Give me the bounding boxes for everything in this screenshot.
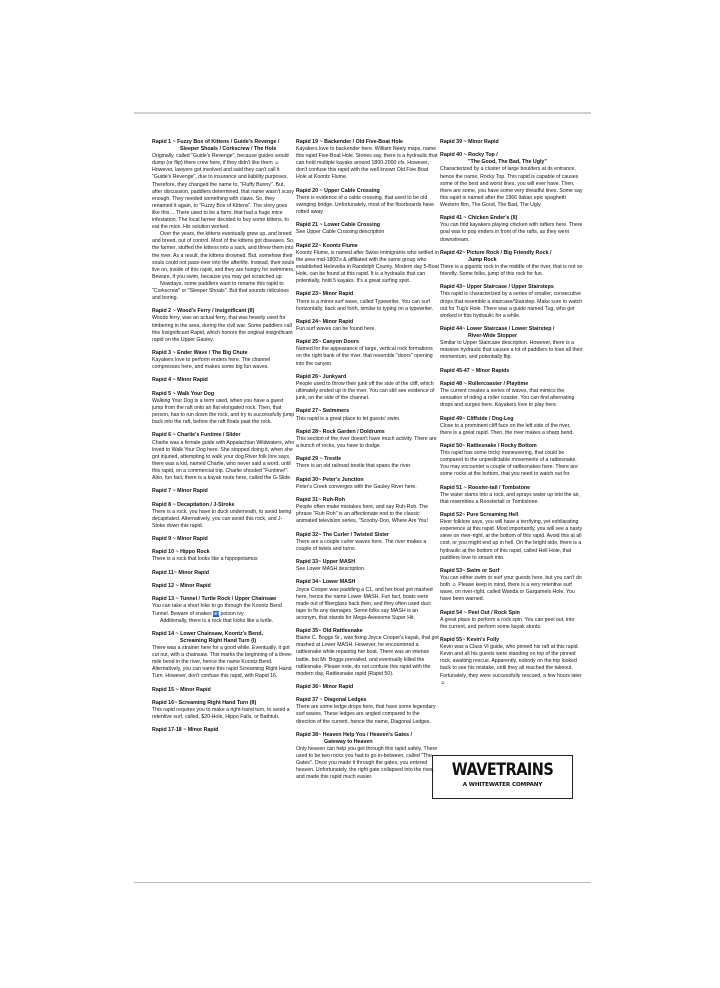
rapid-entry — [440, 443, 583, 478]
rapid-entry — [296, 319, 439, 333]
rapid-title-line: Rapid 13 ~ Tunnel / Turtle Rock / Upper Chainsaw — [152, 596, 277, 603]
rapid-title-line: Rapid 49~ Cliffside / Dog-Leg — [440, 415, 514, 422]
rapid-title-line: Rapid 4 ~ Minor Rapid — [152, 377, 208, 384]
description-paragraph: Named for the appearance of large, vertical rock formations on the right bank of the river, that resemble "doors" opening into the canyon — [296, 346, 433, 367]
rapid-title — [440, 637, 583, 644]
rapid-title — [440, 512, 583, 519]
rapid-entry — [152, 536, 295, 543]
rapid-entry — [152, 687, 295, 694]
rapid-title-line: Rapid 3 ~ Ender Wave / The Big Chute — [152, 350, 248, 356]
rapid-description — [296, 381, 439, 402]
rapid-title-line: Rapid 16~ Screaming Right Hand Turn (II) — [152, 700, 257, 706]
rapid-title — [152, 432, 295, 439]
description-paragraph: Over the years, the kittens eventually grew up, and breed and breed, out of control. Most of the kittens got diseases. So, the farmer, stuffed the kittens into a sack, and threw them into the river. As a result, the kittens drowned. But, somehow their souls could not pass-over into the afterlife. Instead, their souls live on, inside of this rapid, and they are hungry for swimmers. Beware, if you swim, because you may get scratched up. — [152, 231, 295, 280]
description-paragraph: Additionally, there is a rock that looks like a turtle. — [160, 617, 274, 624]
rapid-entry — [440, 512, 583, 562]
rapid-title — [152, 596, 295, 603]
rapid-entry — [152, 139, 295, 302]
column-3 — [440, 139, 583, 693]
rapid-title — [152, 727, 295, 734]
rapid-title-line-2: Sleeper Shoals / Corkscrew / The Hole — [180, 146, 277, 153]
rapid-title-line-2: Screaming Right Hand Turn (I) — [180, 637, 257, 644]
description-paragraph: There is an old railroad trestle that spans the river. — [296, 463, 412, 470]
rapid-title-line: Rapid 38~ Heaven Help You / Heaven's Gates / — [296, 731, 413, 738]
description-paragraph: The water slams into a rock, and sprays water up into the air, that resembles a Roostertail or Tombstone. — [440, 491, 580, 505]
rapid-description — [296, 326, 439, 333]
rapid-entry — [152, 549, 295, 563]
rapid-title-line: Rapid 51 ~ Rooster-tail / Tombstone — [440, 484, 531, 491]
rapid-title-line: Rapid 54 ~ Peel Out / Rock Spin — [440, 609, 520, 616]
rapid-entry — [440, 568, 583, 603]
rapid-title-line: Rapid 20 ~ Upper Cable Crossing — [296, 187, 380, 194]
rapid-description — [152, 153, 295, 302]
rapid-title — [440, 443, 583, 450]
rapid-description — [296, 746, 439, 781]
rapid-description — [296, 146, 439, 181]
rapid-title — [296, 579, 439, 586]
rapid-entry — [296, 429, 439, 450]
rapid-title — [440, 416, 583, 423]
rapid-entry — [296, 477, 439, 491]
rapid-title — [152, 139, 295, 153]
rapid-description — [152, 398, 295, 426]
rapid-entry — [152, 377, 295, 384]
rapid-title — [440, 381, 583, 388]
rapid-title — [152, 488, 295, 495]
description-paragraph: There are some ledge drops here, that have some legendary surf waves. These ledges are angled compared to the direction of the current, hence the name, Diagonal Ledges. — [296, 704, 436, 725]
rapid-description — [296, 229, 439, 236]
rapid-title-line: Rapid 23~ Minor Rapid — [296, 291, 354, 298]
rapid-title — [440, 215, 583, 222]
description-paragraph: Originally, called "Guide's Revenge", because guides would dump (or flip) there crew here, if they didn't like them ☺ However, lawyers got involved and said they can't call it "Guide's Revenge", due to insurance and liability purposes. Therefore, they changed the name to, "Fluffy Bunny". But, after discussion, paddlers determined, that name wasn't scary enough. They needed something with claws. So, they renamed it again, to "Fuzzy Box of Kittens". The story goes like this… There used to be a farm, that had a huge mice infestation. The local farmer decided to buy some kittens, to eat the mice. His solution worked. — [152, 153, 294, 231]
rapid-title-line: Rapid 8 ~ Decapitation / J-Stroke — [152, 501, 235, 508]
rapid-title-line-2: Jump Rock — [468, 256, 497, 263]
rapid-title-line: Rapid 39 ~ Minor Rapid — [440, 139, 499, 145]
description-paragraph: This rapid requires you to make a right-hand turn, to avoid a retentive surf, called, $20-Hole, Hippo Falls, or Bathtub. — [152, 707, 290, 721]
rapid-title-line: Rapid 35~ Old Rattlesnake — [296, 628, 363, 635]
rapid-entry — [440, 215, 583, 243]
rapid-entry — [440, 416, 583, 437]
rapid-title — [152, 308, 295, 315]
rapid-entry — [296, 222, 439, 236]
description-paragraph: There was a strainer here for a good while. Eventually, it got cut out, with a chainsaw. This marks the beginning of a three-mile bend in the river, hence the name Koontz Bend. Alternatively, you can name this rapid Screaming Right Hand Turn. However, don't confuse this rapid, with Rapid 16. — [152, 645, 293, 680]
rapid-description — [152, 603, 295, 624]
rapid-title — [152, 502, 295, 509]
rapid-title-line: Rapid 12 ~ Minor Rapid — [152, 583, 211, 590]
rapid-entry — [296, 497, 439, 525]
rapid-description — [296, 436, 439, 450]
description-paragraph: The current creates a series of waves, that mimics the sensation of riding a roller coaster. You can find alternating drops and surges here. Kayakers love to play here. — [440, 388, 575, 409]
rapid-title — [440, 326, 583, 340]
rapid-entry — [296, 291, 439, 312]
rapid-description — [296, 416, 439, 423]
rapid-title — [296, 243, 439, 250]
rapid-entry — [152, 727, 295, 734]
rapid-title-line: Rapid 15 ~ Minor Rapid — [152, 686, 211, 693]
rapid-title-line: Rapid 7 ~ Minor Rapid — [152, 488, 208, 495]
rapid-entry — [296, 139, 439, 182]
rapid-description — [152, 315, 295, 343]
description-paragraph: You can either swim or surf your guests here. but you can't do both ☺ Please keep in mind, there is a very retentive surf wave, on river-right, called Wanda or Gargamels Hole. You have been warned. — [440, 575, 582, 603]
rapid-title — [440, 568, 583, 575]
rapid-description — [152, 509, 295, 530]
rapid-entry — [152, 583, 295, 590]
rapid-title — [296, 732, 439, 746]
column-1 — [152, 139, 295, 741]
rapid-entry — [296, 697, 439, 725]
description-paragraph: This rapid is characterized by a series of smaller, consecutive drops that resemble a staircase/Stairstep. Make sure to watch out for Tug's Hole. There was a guide named Tug, who got worked in this hydraulic for a while. — [440, 291, 583, 319]
rapid-title — [296, 222, 439, 229]
rapid-description — [296, 484, 439, 491]
rapid-title-line: Rapid 40 ~ Rocky Top / — [440, 152, 498, 159]
rapid-entry — [440, 485, 583, 506]
rapid-title-line: Rapid 44~ Lower Staircase / Lower Stairstep / — [440, 326, 555, 332]
rapid-title — [152, 631, 295, 645]
rapid-entry — [296, 374, 439, 402]
rapid-title-line: Rapid 29 ~ Trestle — [296, 456, 342, 463]
rapid-description — [296, 463, 439, 470]
rapid-title-line: Rapid 43~ Upper Staircase / Upper Stairsteps — [440, 284, 554, 291]
rapid-title-line: Rapid 17-18 ~ Minor Rapid — [152, 727, 219, 734]
rapid-title-line: Rapid 24~ Minor Rapid — [296, 318, 354, 325]
rapid-entry — [152, 631, 295, 681]
rapid-title-line: Rapid 2 ~ Wood's Ferry / Insignificant (II) — [152, 308, 255, 315]
description-paragraph: Characterized by a cluster of large boulders at its entrance, hence the name, Rocky Top. This rapid is capable of causes some of the best and worst lines, you will ever have. Then, there are some, you have some very dreadful lines. Some say this rapid is named after the 1966 Italian epic spaghetti Western film, The Good, The Bad, The Ugly. — [440, 166, 583, 208]
rapid-description — [296, 504, 439, 525]
description-paragraph: Walking Your Dog is a term used, when you have a guest jump from the raft onto an flat elongated rock. Then, that person, has to run down the rock, and try to successfully jump back into the raft, before the raft floats past the rock. — [152, 397, 295, 426]
rapid-title-line: Rapid 14 ~ Lower Chainsaw, Koontz's Bend, — [152, 630, 263, 637]
rapid-description — [440, 340, 583, 361]
rapid-title-line: Rapid 19 ~ Backender / Old Five-Boat Hole — [296, 139, 403, 145]
rapid-title-line: Rapid 37 ~ Diagonal Ledges — [296, 697, 367, 704]
description-paragraph: You can take a short hike to go through the Koontz Bend Tunnel. Beware of snakes an poison ivy — [152, 603, 282, 617]
description-paragraph: Kayakers love to backender here. William Neely maps, name this rapid Five-Boat Hole. Stories say, there is a hydraulic that can hold multiple kayaks around 1800-2000 cfs. However, don't confuse this rapid with the well known Old Five Boat Hole at Koontz Flume. — [296, 146, 438, 181]
rapid-title-line: Rapid 25~ Canyon Doors — [296, 339, 359, 346]
rapid-title-line-2: Gateway to Heaven — [324, 738, 373, 745]
text-selection-highlight[interactable]: an — [213, 610, 220, 617]
rapid-title — [296, 374, 439, 381]
rapid-description — [440, 644, 583, 687]
rapid-entry — [440, 637, 583, 687]
rapid-title-line: Rapid 31~ Ruh-Roh — [296, 497, 345, 503]
description-paragraph: Close to a prominent cliff face on the left side of the river, there is a great rapid. Then, the river makes a sharp bend. — [440, 422, 574, 436]
rapid-title-line: Rapid 48 ~ Rollercoaster / Playtime — [440, 380, 529, 387]
page-bottom-rule — [134, 882, 591, 883]
rapid-title — [440, 152, 583, 166]
rapid-description — [152, 556, 295, 563]
rapid-title — [296, 408, 439, 415]
description-paragraph: Peter's Creek converges with the Gauley River here. — [296, 483, 417, 490]
rapid-title — [152, 391, 295, 398]
rapid-description — [296, 587, 439, 622]
rapid-entry — [440, 610, 583, 631]
rapid-title-line: Rapid 53~ Swim or Surf — [440, 567, 500, 574]
rapid-title-line: Rapid 11~ Minor Rapid — [152, 569, 209, 576]
rapid-description — [296, 299, 439, 313]
rapid-title-line: Rapid 52~ Pure Screaming Hell — [440, 512, 519, 519]
rapid-title-line: Rapid 50~ Rattlesnake / Rocky Bottom — [440, 442, 537, 449]
rapid-title — [152, 687, 295, 694]
rapid-title — [296, 697, 439, 704]
rapid-entry — [296, 628, 439, 678]
rapid-title — [152, 377, 295, 384]
rapid-title — [296, 188, 439, 195]
rapid-entry — [296, 732, 439, 782]
rapid-description — [440, 388, 583, 409]
rapid-entry — [440, 368, 583, 375]
page-top-rule — [134, 112, 591, 114]
rapid-title-line: Rapid 10 ~ Hippo Rock — [152, 549, 210, 556]
rapid-description — [296, 539, 439, 553]
description-paragraph: Fun surf waves can be found here. — [296, 326, 376, 332]
rapid-entry — [440, 326, 583, 361]
rapid-description — [296, 195, 439, 216]
description-paragraph: There is evidence of a cable crossing, that used to be old swinging bridge. Unfortunately, most of the floorboards have rotted away. — [296, 194, 435, 216]
rapid-title — [440, 485, 583, 492]
rapid-title-line: Rapid 45-47 ~ Minor Rapids — [440, 367, 510, 374]
rapid-title — [152, 549, 295, 556]
logo-name: WAVETRAINS — [451, 760, 554, 780]
description-paragraph: People often make mistakes here, and say Ruh-Roh. The phrase "Ruh Roh" is an affectionate nod to the classic animated television series, "Scooby-Doo, Where Are You! — [296, 504, 428, 525]
rapid-title — [152, 536, 295, 543]
rapid-entry — [152, 308, 295, 343]
rapid-title-line: Rapid 5 ~ Walk Your Dog — [152, 390, 215, 397]
description-paragraph: People used to throw their junk off the side of the cliff, which ultimately ended up in the river. You can still see evidence of junk, on the side of the channel. — [296, 380, 435, 402]
rapid-description — [296, 346, 439, 367]
rapid-description — [440, 450, 583, 478]
description-paragraph: There is a minor surf wave, called Typewriter. You can surf horizontally, back and forth, similar to typing on a typewriter. — [296, 298, 434, 312]
rapid-title-line: Rapid 30~ Peter's Junction — [296, 476, 364, 483]
description-paragraph: Woods ferry, was an actual ferry, that was heavily used for timbering in the area, during the civil war. Some paddlers call this Insignificant Rapid, which honors the original insignificant rapid on the Upper Gauley. — [152, 315, 293, 343]
rapid-entry — [152, 488, 295, 495]
description-paragraph: There is a gigantic rock in the middle of the river, that is not so friendly. Some folks, jump of this rock for fun. — [440, 263, 583, 278]
rapid-title-line: Rapid 32~ The Curler / Twisted Sister — [296, 531, 390, 538]
rapid-title — [152, 700, 295, 707]
rapid-title-line: Rapid 1 ~ Fuzzy Box of Kittens / Guide's Revenge / — [152, 139, 280, 145]
rapid-entry — [440, 250, 583, 278]
rapid-title — [152, 570, 295, 577]
rapid-entry — [152, 570, 295, 577]
rapid-entry — [152, 596, 295, 624]
rapid-entry — [296, 532, 439, 553]
rapid-title — [296, 139, 439, 146]
description-paragraph: There are a couple curler waves here. The river makes a couple of twists and turns. — [296, 538, 427, 552]
rapid-title — [296, 319, 439, 326]
rapid-title — [296, 532, 439, 539]
rapid-title — [440, 250, 583, 264]
description-paragraph: Joyce Cooper was paddling a C1, and her boat got mashed here, hence the name Lower MASH. Fun fact, boats were made out of fiberglass back then, and they often used duct tape to fix any damages. Some folks say MASH is an acronym, that stands for Mega-Awesome Super Hit. — [296, 586, 433, 621]
rapid-title-line: Rapid 33~ Upper MASH — [296, 559, 356, 566]
rapid-title-line: Rapid 22~ Koontz Flume — [296, 242, 358, 249]
description-paragraph: River folklore says, you will have a terrifying, yet exhilarating experience at this rapid. Most importantly, you will see a nasty sieve on river-right, at the bottom of this rapid. Avoid this at all cost, or you might end up in hell. On the bright side, there is a hydraulic at the bottom of this rapid, called Hell Hole, that paddlers love to smash into. — [440, 519, 583, 561]
rapid-description — [296, 250, 439, 285]
rapid-title-line: Rapid 6 ~ Charlie's Funtime / Slider — [152, 432, 241, 439]
rapid-title — [296, 628, 439, 635]
column-2 — [296, 139, 439, 788]
rapid-description — [440, 423, 583, 437]
rapid-title — [152, 350, 295, 357]
wavetrains-logo — [432, 755, 573, 799]
rapid-entry — [296, 339, 439, 367]
rapid-entry — [440, 152, 583, 209]
rapid-title — [296, 291, 439, 298]
rapid-title — [296, 684, 439, 691]
rapid-entry — [296, 456, 439, 470]
rapid-title-line: Rapid 55~ Kevin's Folly — [440, 637, 500, 644]
rapid-title-line: Rapid 27~ Swimmers — [296, 408, 350, 415]
rapid-entry — [440, 284, 583, 319]
rapid-title — [440, 368, 583, 375]
rapid-title-line: Rapid 21 ~ Lower Cable Crossing — [296, 222, 381, 229]
rapid-description — [296, 566, 439, 573]
description-paragraph: There is a rock, you have to duck underneath, to avoid being decapitated. Alternatively, you can avoid this rock, and J-Stoke down this rapid. — [152, 508, 292, 529]
rapid-entry — [296, 243, 439, 286]
rapid-title — [296, 339, 439, 346]
description-paragraph: Similar to Upper Staircase description. However, there is a massive hydraulic that causes a lot of paddlers to lose all their momentum, and potentially flip. — [440, 340, 583, 361]
rapid-entry — [440, 381, 583, 409]
rapid-description — [440, 575, 583, 603]
rapid-entry — [296, 188, 439, 216]
description-paragraph: Kayakers love to perform enders here. The channel compresses here, and makes some big fun waves. — [152, 357, 271, 371]
description-paragraph: This rapid has some tricky maneuvering, that could be compared to the unpredictable movements of a rattlesnake. You may encounter a couple of rattlesnakes here. There are some rocks at the bottom, that you need to watch out for. — [440, 450, 578, 478]
rapid-description — [296, 635, 439, 678]
rapid-description — [152, 357, 295, 371]
rapid-entry — [152, 700, 295, 721]
rapid-description — [440, 222, 583, 243]
description-paragraph: This rapid is a great place to let guests' swim. — [296, 415, 401, 422]
rapid-title-line-2: "The Good, The Bad, The Ugly" — [468, 159, 547, 166]
rapid-title — [296, 429, 439, 436]
rapid-entry — [296, 559, 439, 573]
rapid-description — [440, 617, 583, 631]
rapid-title — [296, 456, 439, 463]
rapid-title — [296, 497, 439, 504]
rapid-title-line: Rapid 28~ Rock Garden / Doldrums — [296, 428, 385, 435]
description-paragraph: This section of the river doesn't have much activity. There are a bunch of rocks, you have to dodge. — [296, 435, 437, 449]
rapid-title-line: Rapid 9 ~ Minor Rapid — [152, 536, 208, 543]
logo-tagline: A WHITEWATER COMPANY — [462, 782, 543, 788]
rapid-title — [440, 284, 583, 291]
rapid-title-line: Rapid 36~ Minor Rapid — [296, 684, 354, 690]
rapid-description — [440, 519, 583, 562]
description-paragraph: There is a rock that looks like a hippopotamus — [152, 556, 258, 563]
rapid-title — [296, 477, 439, 484]
description-paragraph: Charlie was a female guide with Appalachian Wildwaters, who loved to Walk Your Dog here. She stopped doing it, when she got injuried, attempting to walk your dog.River folk lore says, there was a kid, named Charlie, who never said a word, until this rapid, on a commercial trip. Charlie shouted "Funtime!". Also, fun fact, there is a kayak route here, called the G-Slide. — [152, 439, 295, 481]
rapid-description — [152, 707, 295, 721]
rapid-title-line: Rapid 42~ Picture Rock / Big Friendly Rock / — [440, 249, 552, 256]
rapid-entry — [440, 139, 583, 146]
description-paragraph: See Upper Cable Crossing description — [296, 229, 385, 236]
rapid-description — [152, 645, 295, 680]
rapid-entry — [152, 432, 295, 482]
rapid-entry — [296, 408, 439, 422]
description-paragraph: A great place to perform a rock spin. You can peel out, into the current, and perform some kayak stunts. — [440, 616, 575, 630]
rapid-entry — [296, 684, 439, 691]
description-paragraph: You can find kayakers playing chicken with rafters here. There goal was to pop enders in front of the rafts, as they went downstream. — [440, 222, 583, 243]
rapid-entry — [152, 502, 295, 530]
description-paragraph: Blaine C. Boggs Sr., was fixing Joyce Cooper's kayak, that got mashed at Lower MASH. However, he encountered a rattlesnake while repairing her boat. There was an intense battle, but Mr. Boggs prevailed, and eventually killed the rattlesnake. Please note, do not confuse this rapid with the modern day, Rattlesnake rapid (Rapid 50). — [296, 635, 439, 677]
rapid-title-line: Rapid 26~ Junkyard — [296, 373, 347, 380]
description-paragraph: Nowdays, some paddlers want to rename this rapid to "Corkscrew" or "Sleeper Shoals". But that sounds ridiculous and boring. — [152, 280, 289, 302]
rapid-description — [440, 291, 583, 319]
rapid-title-line-2: River-Wide Stopper — [468, 333, 518, 340]
rapid-title — [440, 139, 583, 146]
rapid-title — [440, 610, 583, 617]
description-paragraph: Only heaven can help you get through this rapid safely. There used to be two rocks you had to go in-between, called "The Gates". Once you made it through the gates, you entered heaven. Unfortunately, the right gate collapsed into the river, and made this rapid much easier. — [296, 746, 438, 781]
description-paragraph: Kevin was a Class VI guide, who pinned his raft at this rapid. Kevin and all his guests were standing on top of the pinned rock, awaiting rescue. Apparently, nobody on the trip looked back to see his mistake, until they all reached the takeout. Fortunately, they were successfully rescued, a few hours later ☺ — [440, 644, 582, 686]
rapid-title — [296, 559, 439, 566]
rapid-description — [296, 704, 439, 725]
rapid-title-line: Rapid 41 ~ Chicken Ender's (II) — [440, 215, 518, 222]
rapid-entry — [296, 579, 439, 622]
rapid-description — [440, 492, 583, 506]
rapid-description — [440, 264, 583, 278]
rapid-description — [152, 440, 295, 483]
rapid-entry — [152, 350, 295, 371]
rapid-entry — [152, 391, 295, 426]
rapid-title-line: Rapid 34~ Lower MASH — [296, 579, 356, 586]
rapid-title — [152, 583, 295, 590]
description-paragraph: See Lower MASH description. — [296, 566, 366, 573]
description-paragraph: Koontz Flume, is named after Swiss immigrants who settled in the area mid-1800's & affiliated with the same group who established Helevetia in Randolph County. Modern day 5-Boat Hole, can be found at this rapid. It is a hydraulic that can potentially, hold 5 kayaks. It's a great surfing spot. — [296, 249, 439, 285]
rapid-description — [440, 166, 583, 209]
